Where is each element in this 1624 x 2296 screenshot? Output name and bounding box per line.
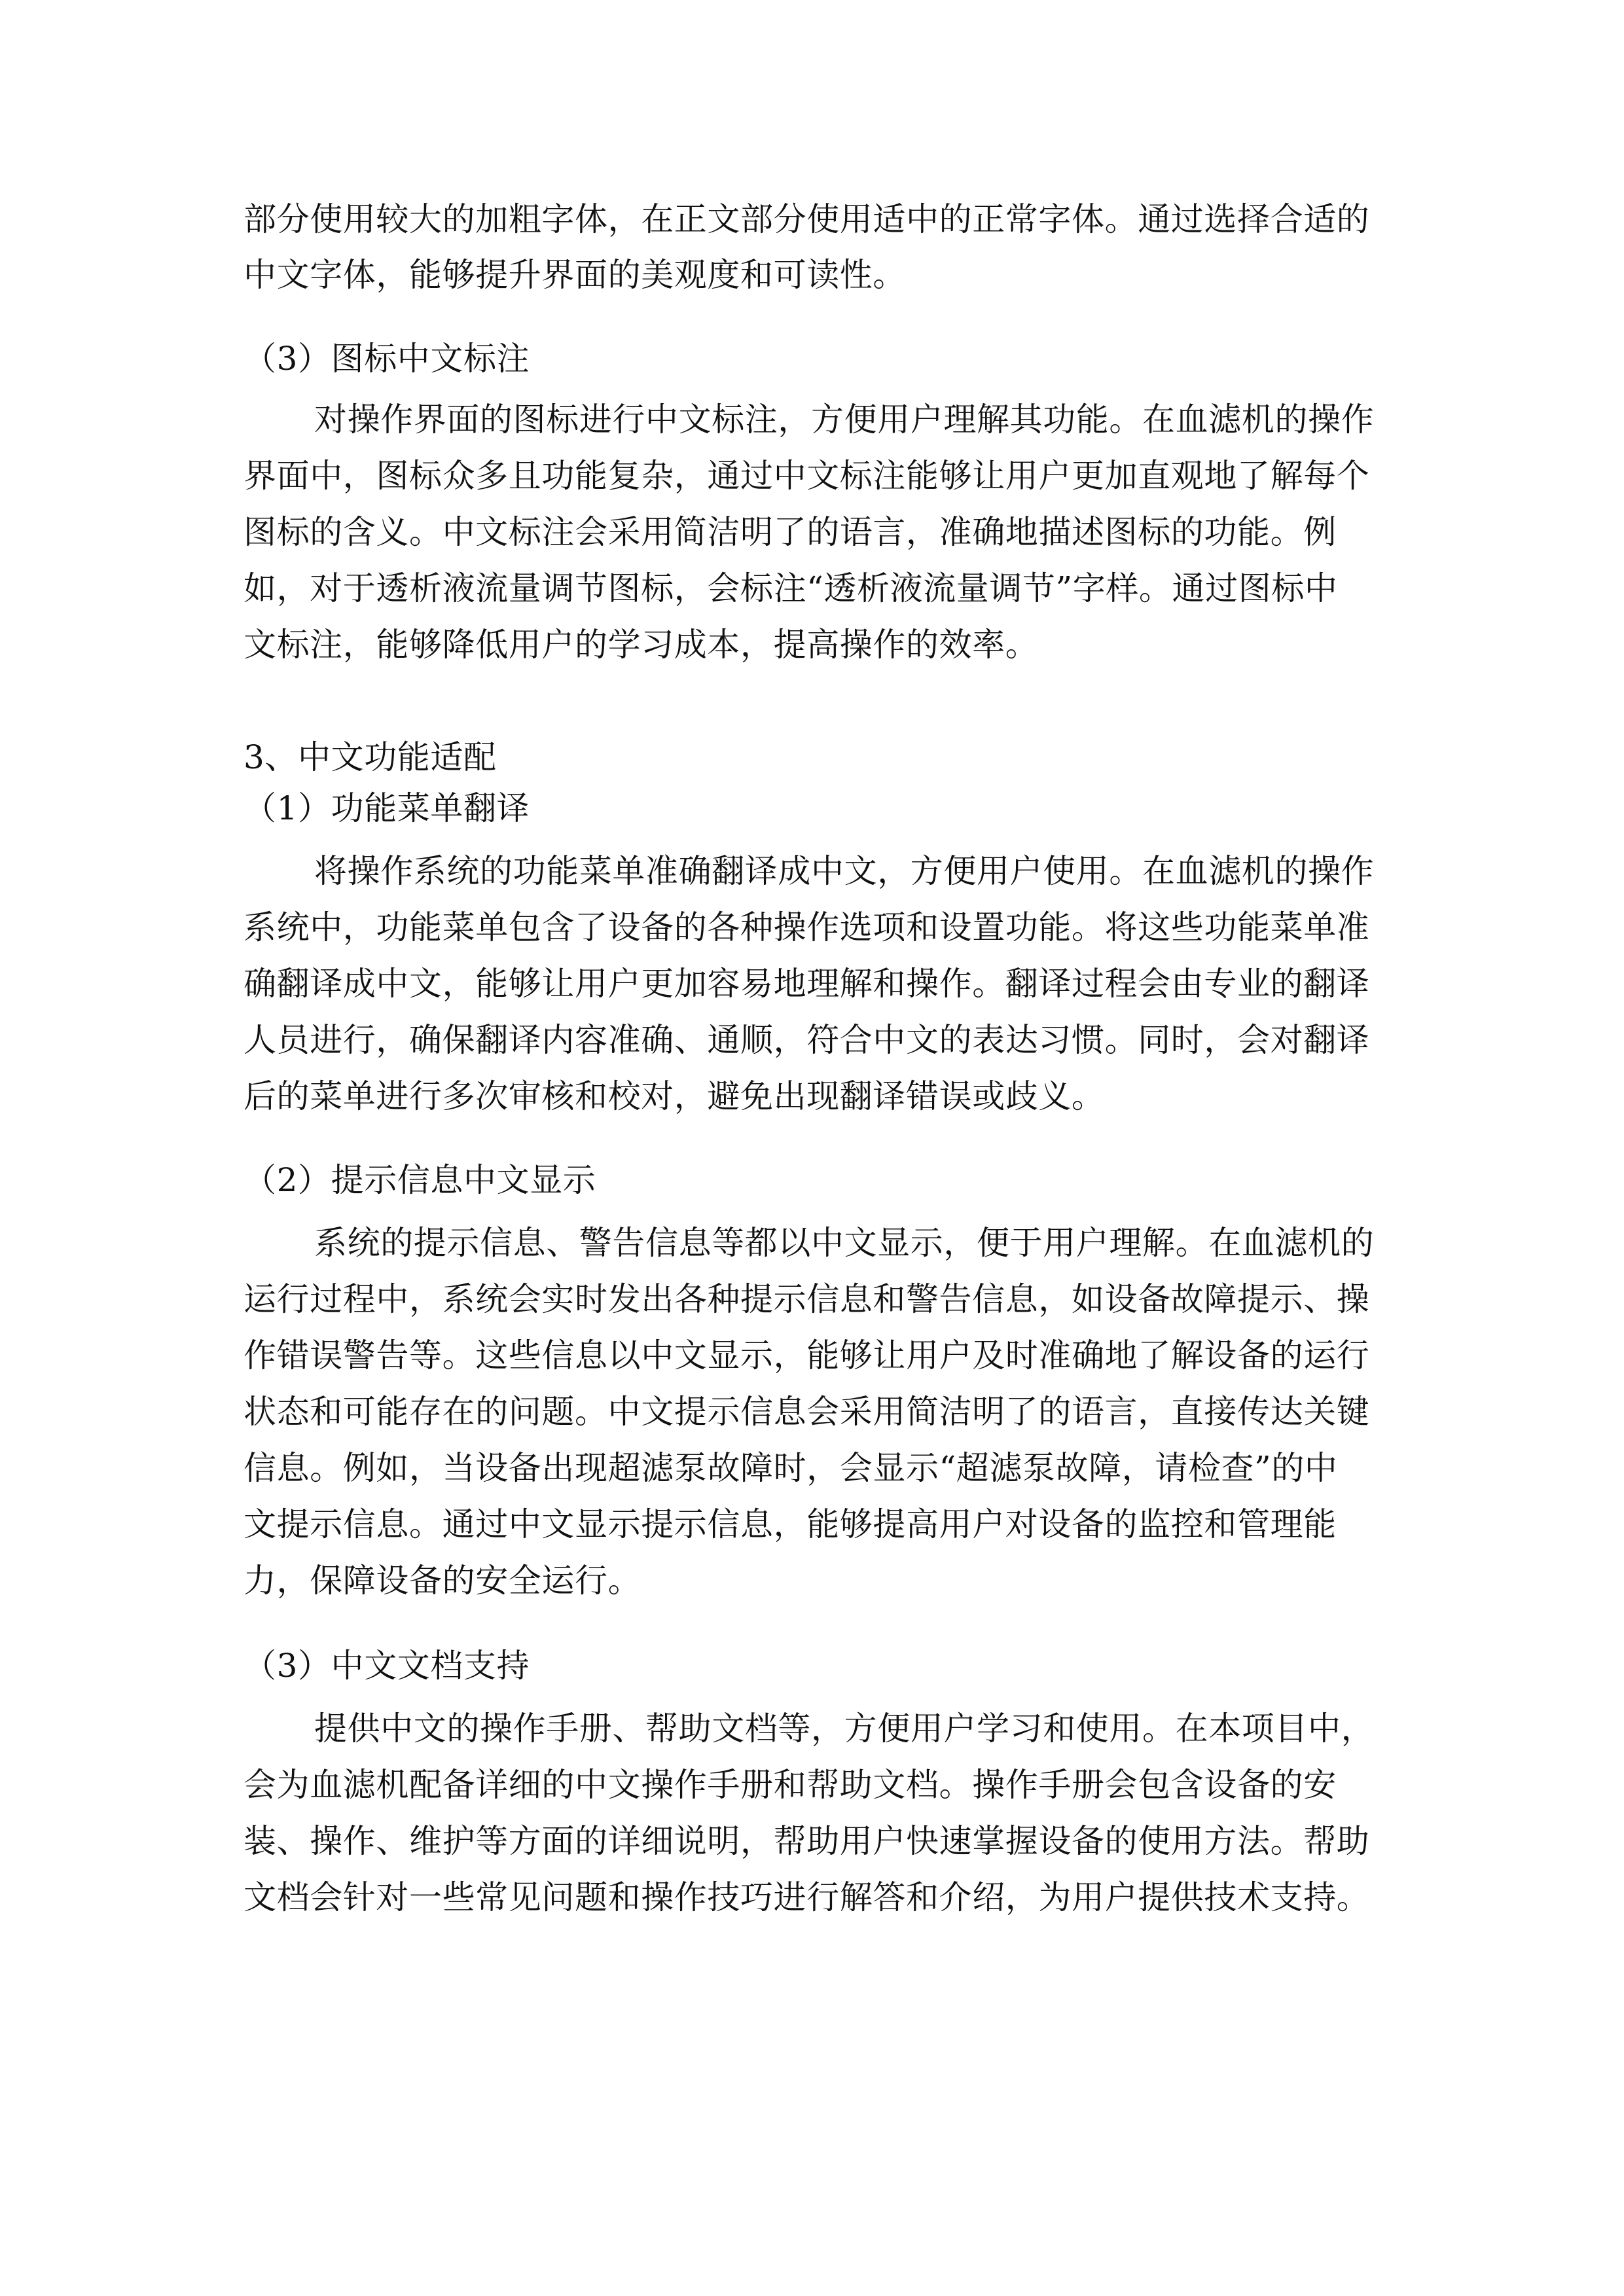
paragraph-line: 信息。例如，当设备出现超滤泵故障时，会显示“超滤泵故障，请检查”的中 [244,1449,1338,1487]
paragraph-line: 系统的提示信息、警告信息等都以中文显示，便于用户理解。在血滤机的 [314,1224,1375,1262]
paragraph-line: 确翻译成中文，能够让用户更加容易地理解和操作。翻译过程会由专业的翻译 [244,965,1370,1003]
paragraph-line: 文档会针对一些常见问题和操作技巧进行解答和介绍，为用户提供技术支持。 [244,1878,1370,1916]
paragraph-line: 人员进行，确保翻译内容准确、通顺，符合中文的表达习惯。同时，会对翻译 [244,1021,1370,1059]
paragraph-line: 文提示信息。通过中文显示提示信息，能够提高用户对设备的监控和管理能 [244,1505,1337,1543]
paragraph-line: 装、操作、维护等方面的详细说明，帮助用户快速掌握设备的使用方法。帮助 [244,1822,1370,1860]
paragraph-line: 将操作系统的功能菜单准确翻译成中文，方便用户使用。在血滤机的操作 [314,852,1375,890]
section-heading: 3、中文功能适配 [244,738,497,776]
paragraph-line: 会为血滤机配备详细的中文操作手册和帮助文档。操作手册会包含设备的安 [244,1766,1337,1804]
paragraph-line: 对操作界面的图标进行中文标注，方便用户理解其功能。在血滤机的操作 [314,401,1375,439]
subsection-heading: （3）图标中文标注 [244,340,530,378]
paragraph-line: 作错误警告等。这些信息以中文显示，能够让用户及时准确地了解设备的运行 [244,1336,1370,1374]
paragraph-line: 系统中，功能菜单包含了设备的各种操作选项和设置功能。将这些功能菜单准 [244,908,1370,946]
paragraph-line: 状态和可能存在的问题。中文提示信息会采用简洁明了的语言，直接传达关键 [244,1393,1370,1431]
paragraph-line: 力，保障设备的安全运行。 [244,1562,641,1600]
paragraph-line: 界面中，图标众多且功能复杂，通过中文标注能够让用户更加直观地了解每个 [244,457,1370,495]
paragraph-line: 提供中文的操作手册、帮助文档等，方便用户学习和使用。在本项目中， [314,1710,1375,1748]
subsection-heading: （3）中文文档支持 [244,1647,530,1685]
subsection-heading: （2）提示信息中文显示 [244,1161,596,1199]
paragraph-line: 运行过程中，系统会实时发出各种提示信息和警告信息，如设备故障提示、操 [244,1280,1370,1318]
subsection-heading: （1）功能菜单翻译 [244,789,530,827]
paragraph-line: 中文字体，能够提升界面的美观度和可读性。 [244,256,906,294]
paragraph-line: 图标的含义。中文标注会采用简洁明了的语言，准确地描述图标的功能。例 [244,513,1337,551]
paragraph-line: 后的菜单进行多次审核和校对，避免出现翻译错误或歧义。 [244,1077,1105,1115]
paragraph-line: 如，对于透析液流量调节图标，会标注“透析液流量调节”字样。通过图标中 [244,569,1338,607]
paragraph-line: 部分使用较大的加粗字体，在正文部分使用适中的正常字体。通过选择合适的 [244,200,1370,238]
paragraph-line: 文标注，能够降低用户的学习成本，提高操作的效率。 [244,626,1039,664]
